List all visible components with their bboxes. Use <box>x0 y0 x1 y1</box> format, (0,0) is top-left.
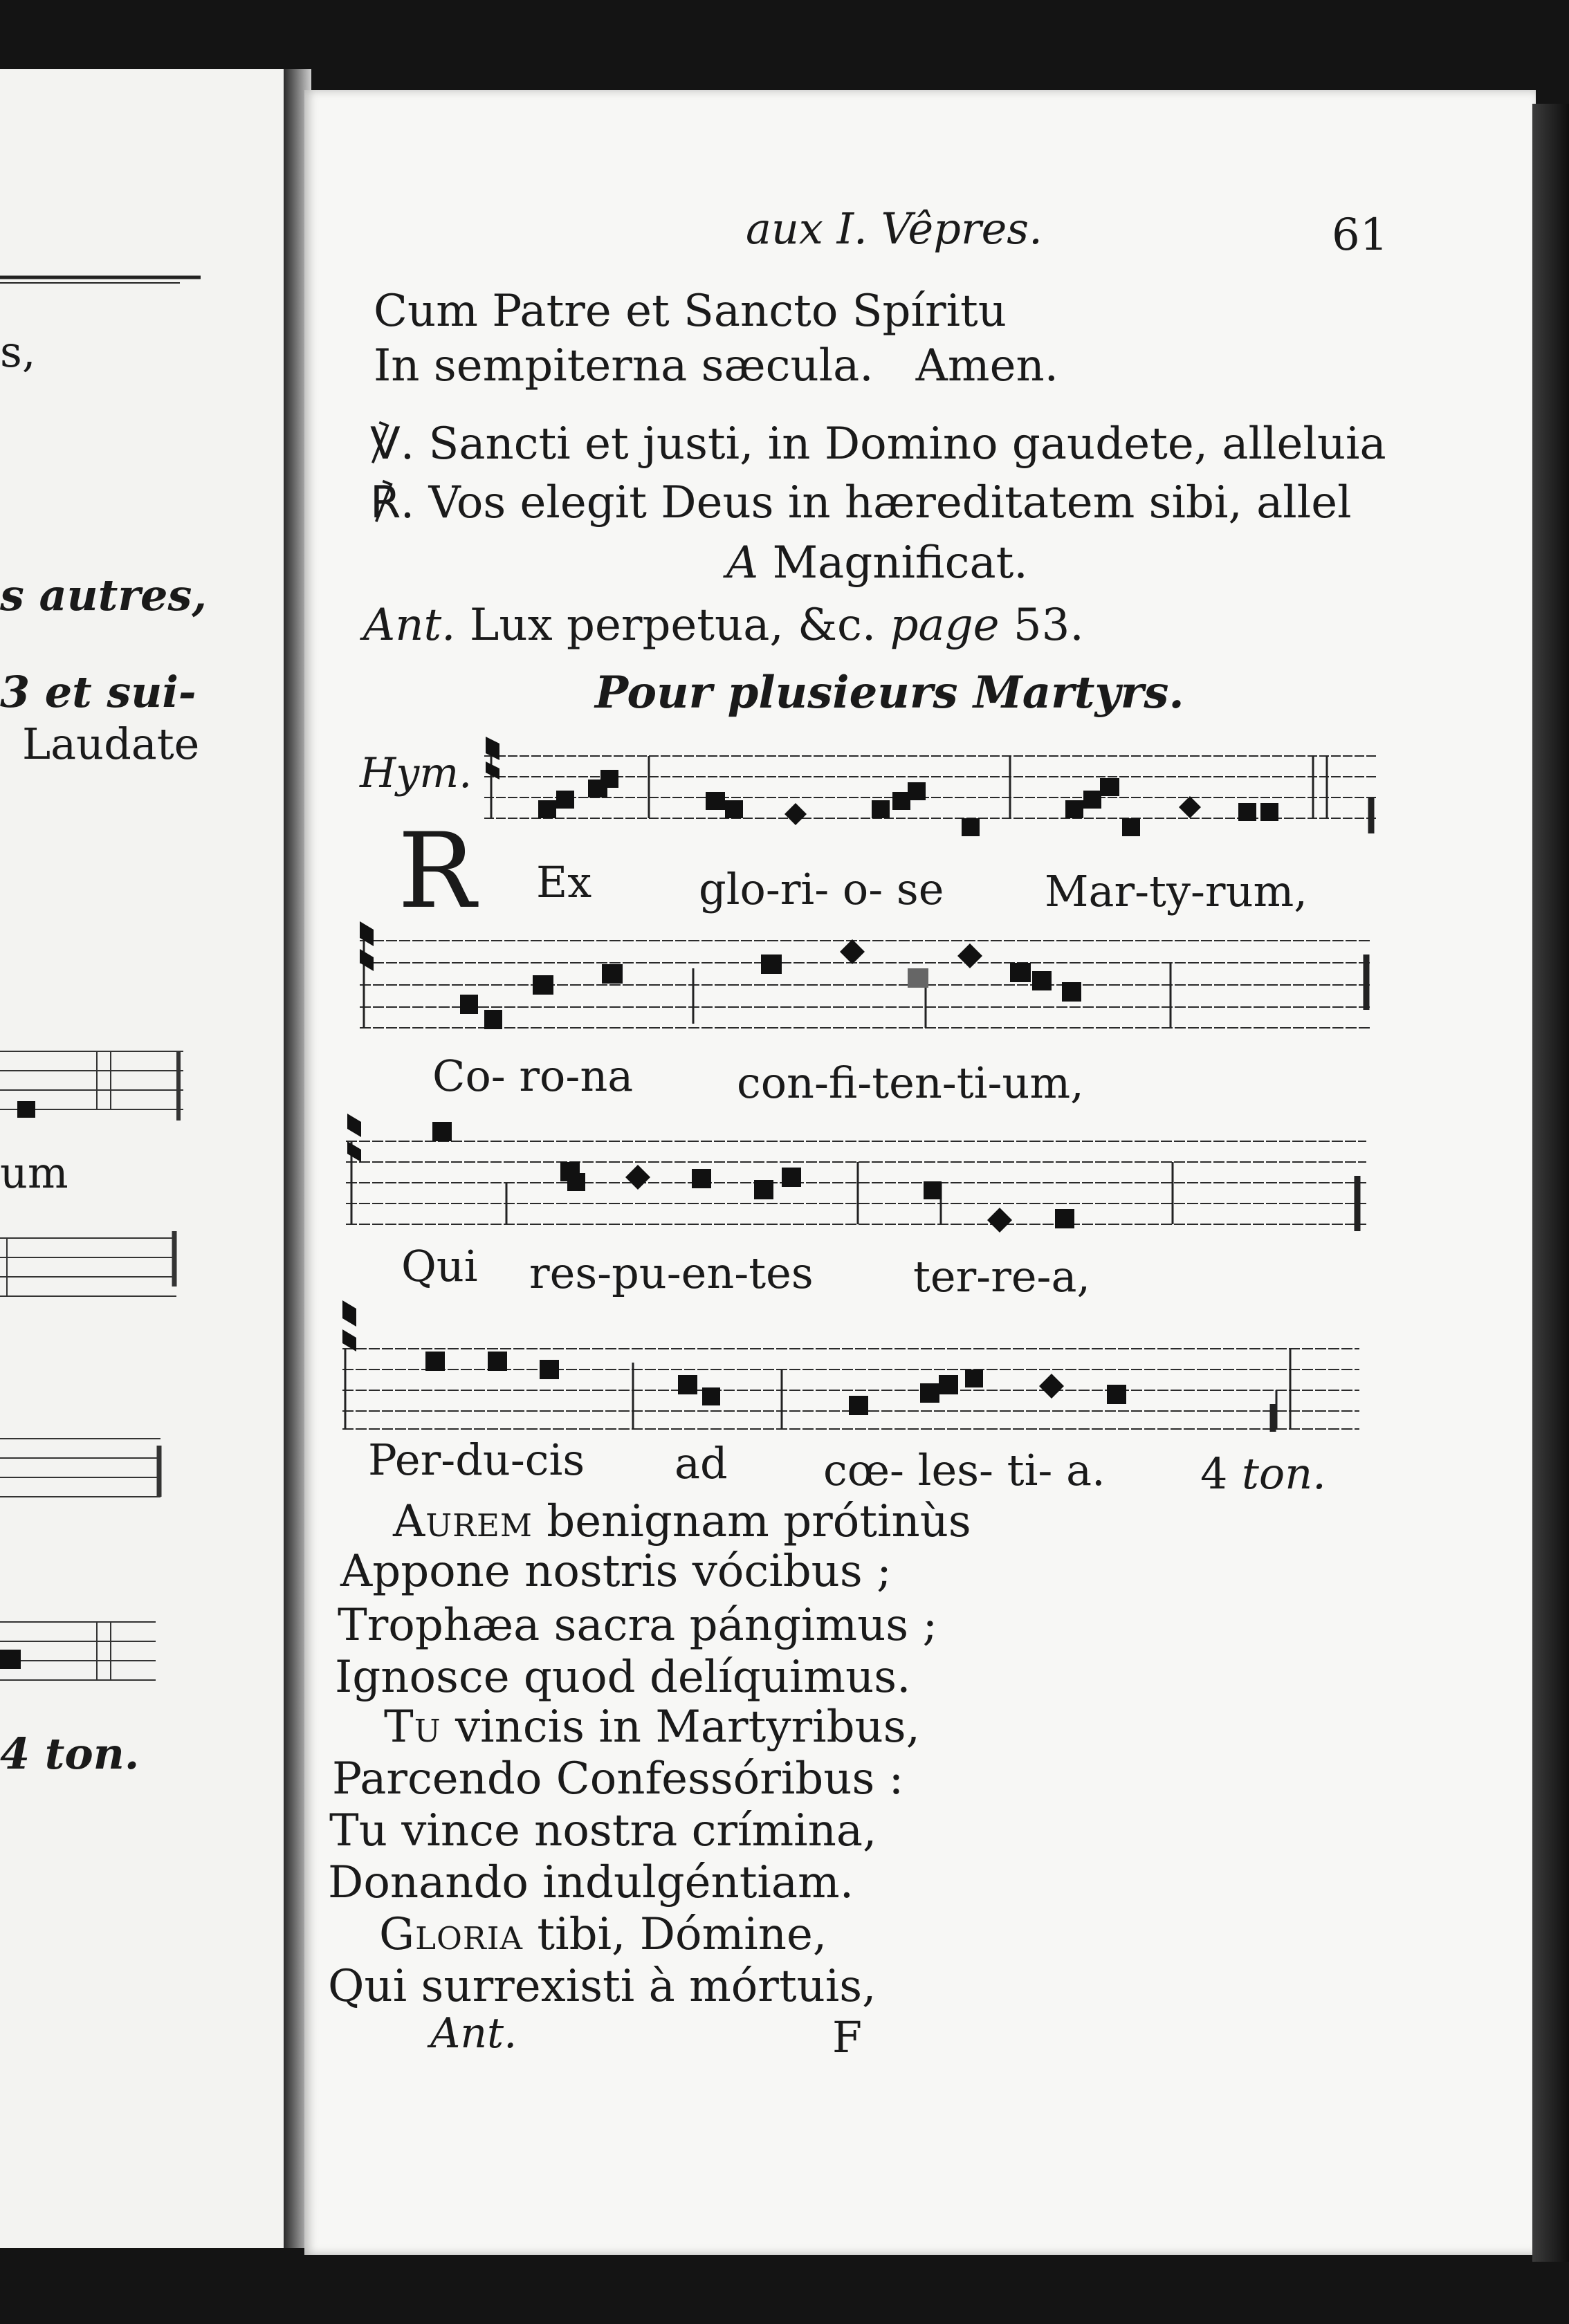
left-staff-1 <box>0 1044 187 1127</box>
stanza-3-line-2: Qui surrexisti à mórtuis, <box>328 1961 877 2012</box>
stanza-3-lead: Gloria <box>379 1909 524 1960</box>
lyric-4-tone-label: ton. <box>1242 1448 1326 1499</box>
lyric-1-b: glo-ri- o- se <box>699 864 944 914</box>
left-rule <box>0 273 208 287</box>
lyric-1-a: Ex <box>536 857 592 907</box>
versicle-text: Sancti et justi, in Domino gaudete, alleluia <box>428 418 1386 470</box>
lyric-3-a: Qui <box>401 1241 478 1291</box>
lyric-4-b: ad <box>675 1438 728 1488</box>
stanza-2-first-line <box>384 1702 920 1753</box>
lyric-1-c: Mar-ty-rum, <box>1045 866 1308 916</box>
stanza-1-line-3: Trophæa sacra pángimus ; <box>338 1600 938 1651</box>
stanza-2-lead: Tu <box>384 1702 441 1753</box>
chant-staff-2 <box>360 913 1384 1051</box>
running-title: aux I. Vêpres. <box>746 203 1043 254</box>
lyric-4-c: cœ- les- ti- a. <box>823 1445 1105 1495</box>
page-number: 61 <box>1332 210 1388 261</box>
stanza-3-first-line <box>379 1909 827 1960</box>
stanza-3-rest: tibi, Dómine, <box>537 1909 827 1960</box>
stanza-1-line-2: Appone nostris vócibus ; <box>340 1546 892 1597</box>
hymn-label: Hym. <box>360 749 472 797</box>
left-line-3: 3 et sui- <box>0 667 196 717</box>
stanza-2-line-3: Tu vince nostra crímina, <box>329 1805 877 1856</box>
chant-staff-1 <box>484 730 1384 861</box>
hymn-dropcap: R <box>398 811 476 932</box>
doxology-line-1: Cum Patre et Sancto Spíritu <box>374 286 1007 337</box>
lyric-3-b: res-pu-en-tes <box>529 1248 814 1298</box>
stanza-2-line-2: Parcendo Confessóribus : <box>332 1753 904 1805</box>
page-ref: 53. <box>1013 600 1084 651</box>
antiphon-line <box>363 600 1084 651</box>
catchword: Ant. <box>430 2009 517 2058</box>
chant-staff-4 <box>342 1293 1366 1432</box>
stanza-2-line-4: Donando indulgéntiam. <box>328 1857 854 1908</box>
lyric-4-a: Per-du-cis <box>368 1435 585 1485</box>
stanza-1-first-line <box>393 1496 971 1547</box>
left-staff-3 <box>0 1425 187 1515</box>
stanza-2-rest: vincis in Martyribus, <box>455 1702 920 1753</box>
stanza-1-rest: benignam prótinùs <box>547 1496 971 1547</box>
antiphon-text: Lux perpetua, &c. <box>469 600 877 651</box>
left-line-5: um <box>0 1147 68 1198</box>
versicle-symbol: ℣. <box>370 418 415 470</box>
left-line-2: s autres, <box>0 570 207 620</box>
response-symbol: ℟. <box>370 477 415 528</box>
lyric-3-c: ter-re-a, <box>913 1251 1091 1302</box>
left-line-4: Laudate <box>22 719 200 769</box>
chant-staff-3 <box>346 1107 1377 1245</box>
stanza-1-lead: Aurem <box>393 1496 533 1547</box>
left-line-6: 4 ton. <box>0 1728 140 1779</box>
response-text: Vos elegit Deus in hæreditatem sibi, allel <box>428 477 1352 528</box>
magnificat-heading <box>726 537 1028 589</box>
left-line-1: s, <box>0 326 36 377</box>
versicle-r <box>370 477 1352 528</box>
doxology-line-2: In sempiterna sæcula. Amen. <box>374 340 1058 391</box>
magnificat-a: A <box>726 537 759 589</box>
signature-mark: F <box>832 2012 863 2063</box>
page-edge <box>1532 104 1569 2262</box>
versicle-v <box>370 418 1386 470</box>
lyric-2-b: con-fi-ten-ti-um, <box>737 1058 1084 1108</box>
left-staff-2 <box>0 1224 187 1314</box>
left-staff-4 <box>0 1608 187 1698</box>
antiphon-label: Ant. <box>363 600 456 651</box>
magnificat-word: Magnificat. <box>772 537 1028 589</box>
lyric-2-a: Co- ro-na <box>432 1051 634 1101</box>
stanza-1-line-4: Ignosce quod delíquimus. <box>335 1652 911 1703</box>
page-label: page <box>890 600 1000 651</box>
lyric-4-tone-number: 4 <box>1200 1448 1228 1499</box>
section-title: Pour plusieurs Martyrs. <box>595 667 1184 719</box>
